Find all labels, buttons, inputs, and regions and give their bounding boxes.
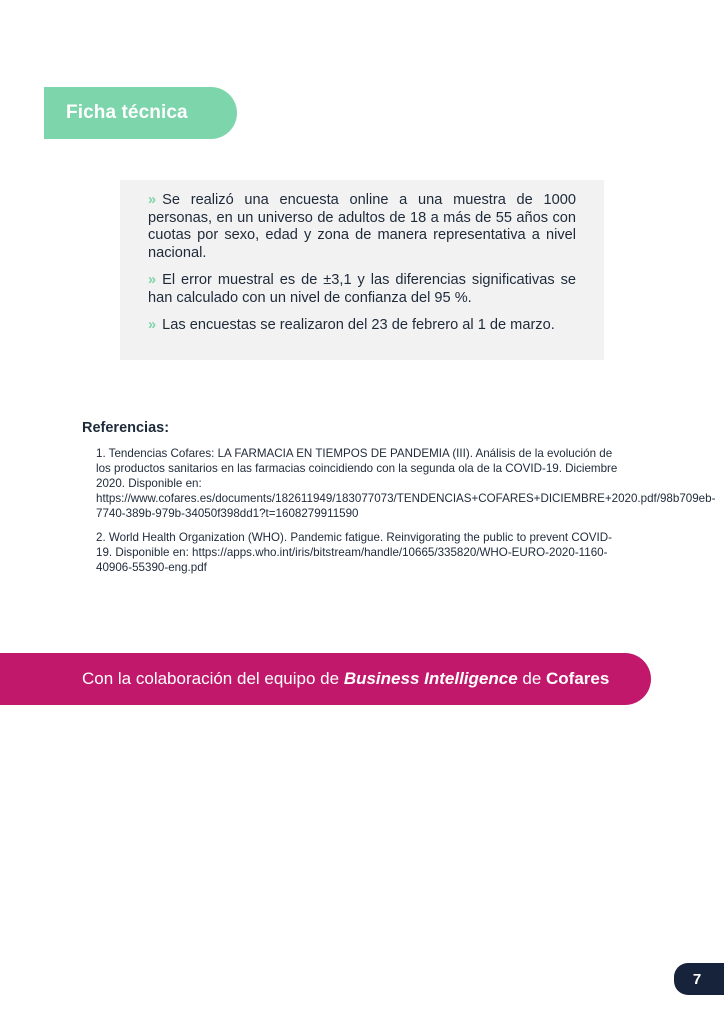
bullet-text: Se realizó una encuesta online a una muestra de 1000 personas, en un universo de adultos de 18 a más de 55 años con cuotas por sexo, edad y zona de manera representativa a nivel nacional. <box>148 192 576 261</box>
survey-bullet-sample <box>148 192 576 262</box>
survey-bullet-dates <box>148 317 576 335</box>
ficha-tecnica-tab <box>44 87 237 139</box>
collaboration-team: Business Intelligence <box>343 669 518 688</box>
bullet-text: El error muestral es de ±3,1 y las diferencias significativas se han calculado con un nivel de confianza del 95 %. <box>148 272 576 306</box>
reference-item-2: 2. World Health Organization (WHO). Pandemic fatigue. Reinvigorating the public to prevent COVID-19. Disponible en: https://apps.who.int/iris/bitstream/handle/10665/335820/WHO-EURO-2020-1160-40906-55390-eng.pdf <box>96 531 612 574</box>
collaboration-middle: de <box>517 669 547 688</box>
collaboration-brand: Cofares <box>546 669 610 688</box>
collaboration-prefix: Con la colaboración del equipo de <box>82 669 344 688</box>
reference-item-1: 1. Tendencias Cofares: LA FARMACIA EN TIEMPOS DE PANDEMIA (III). Análisis de la evolución de los productos sanitarios en las farmacias coincidiendo con la segunda ola de la COVID-19. Diciembre 2020. Disponible en: https://www.cofares.es/documents/182611949/183077073/TENDENCIAS+COFARES+DICIEMBRE+2020.pdf/98b709eb-7740-389b-979b-34050f398dd1?t=1608279911590 <box>96 447 716 520</box>
bullet-text: Las encuestas se realizaron del 23 de febrero al 1 de marzo. <box>162 317 555 333</box>
references-list <box>96 446 716 584</box>
survey-bullet-error <box>148 272 576 307</box>
double-chevron-right-icon: » <box>148 317 157 333</box>
ficha-tecnica-title: Ficha técnica <box>66 102 188 123</box>
survey-info-box <box>120 180 604 360</box>
double-chevron-right-icon: » <box>148 192 157 208</box>
page-number-badge <box>674 963 724 995</box>
page-number: 7 <box>692 970 702 988</box>
references-heading: Referencias: <box>82 420 170 436</box>
double-chevron-right-icon: » <box>148 272 157 288</box>
collaboration-banner <box>0 653 651 705</box>
